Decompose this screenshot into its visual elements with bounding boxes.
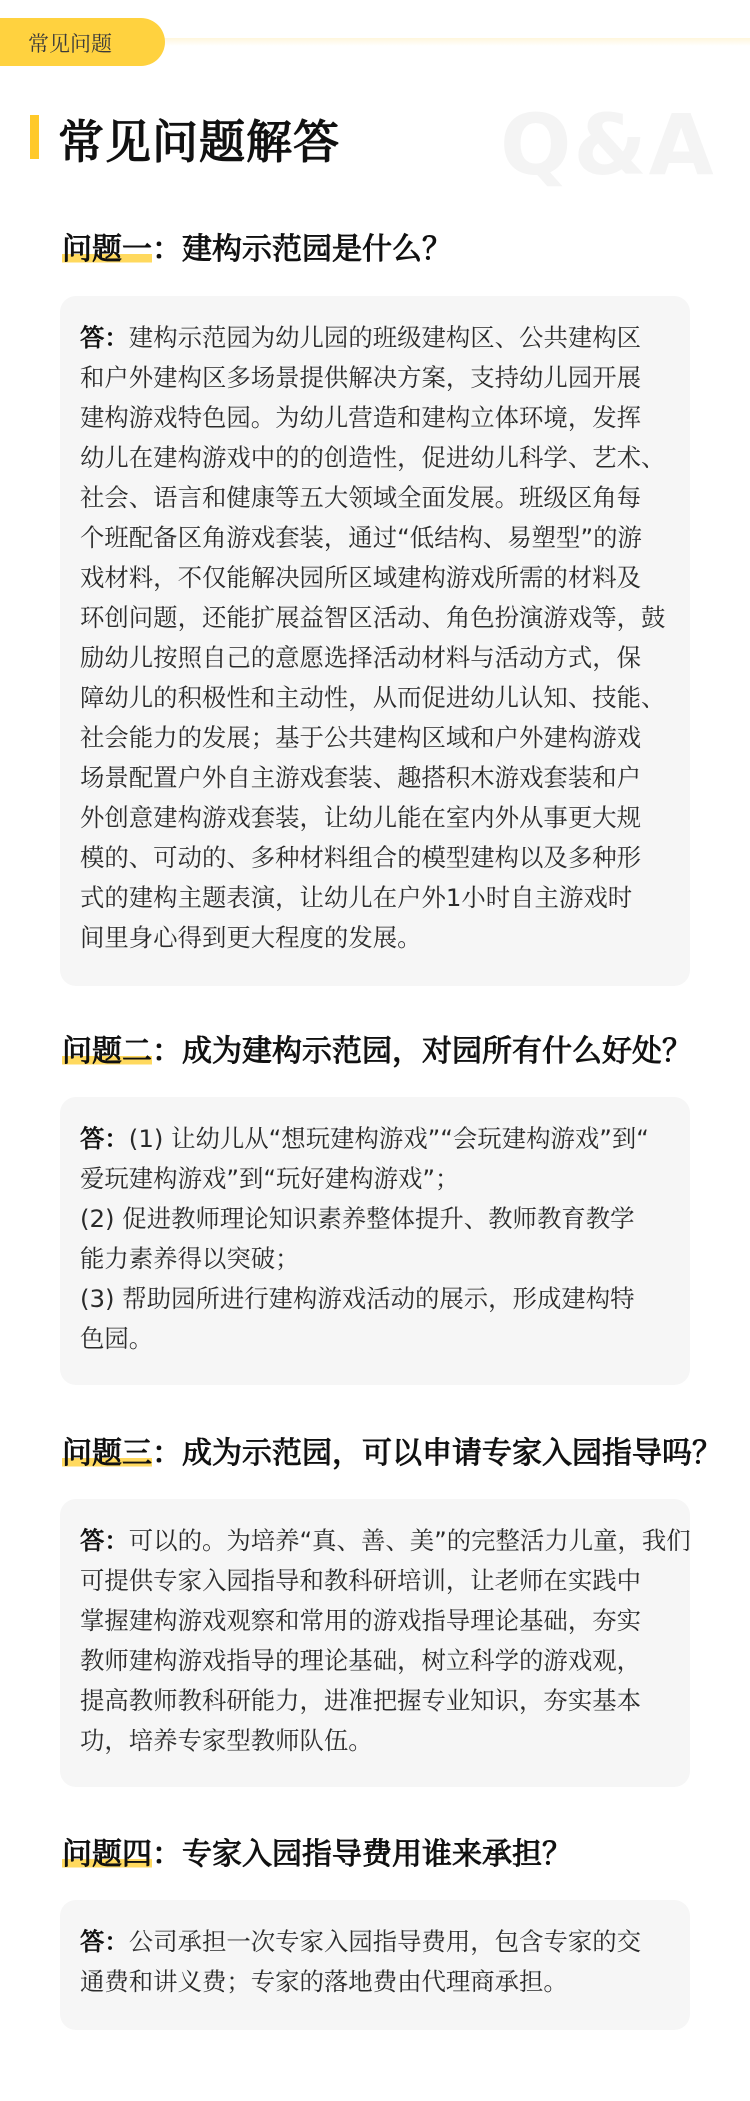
question-2-text: ：成为建构示范园，对园所有什么好处？ — [152, 1034, 692, 1069]
question-1-prefix: 问题一 — [62, 224, 152, 268]
answer-line: (3) 帮助园所进行建构游戏活动的展示，形成建构特 — [80, 1284, 635, 1313]
answer-text: 公司承担一次专家入园指导费用，包含专家的交 — [128, 1927, 642, 1956]
answer-2 — [80, 1119, 670, 1359]
answer-text: 可以的。为培养“真、善、美”的完整活力儿童，我们 — [128, 1526, 691, 1555]
answer-text: (1) 让幼儿从“想玩建构游戏”“会玩建构游戏”到“ — [128, 1124, 649, 1153]
question-1-title — [62, 224, 452, 268]
question-3-text: ：成为示范园，可以申请专家入园指导吗？ — [152, 1436, 722, 1471]
answer-line: 功，培养专家型教师队伍。 — [80, 1726, 373, 1755]
answer-line: 模的、可动的、多种材料组合的模型建构以及多种形 — [80, 843, 641, 872]
answer-line: 社会能力的发展；基于公共建构区域和户外建构游戏 — [80, 723, 641, 752]
answer-line — [80, 1119, 670, 1159]
answer-line: 环创问题，还能扩展益智区活动、角色扮演游戏等，鼓 — [80, 603, 666, 632]
question-1-text: ：建构示范园是什么？ — [152, 232, 452, 267]
question-4-prefix: 问题四 — [62, 1829, 152, 1873]
answer-line: 色园。 — [80, 1324, 154, 1353]
answer-3 — [80, 1521, 691, 1761]
answer-line: 幼儿在建构游戏中的的创造性，促进幼儿科学、艺术、 — [80, 443, 666, 472]
answer-text: 建构示范园为幼儿园的班级建构区、公共建构区 — [128, 323, 642, 352]
answer-label: 答： — [80, 1124, 129, 1153]
question-4-text: ：专家入园指导费用谁来承担？ — [152, 1837, 572, 1872]
answer-line: 和户外建构区多场景提供解决方案，支持幼儿园开展 — [80, 363, 641, 392]
answer-line — [80, 1922, 670, 1962]
question-3-title — [62, 1428, 722, 1472]
page-title: 常见问题解答 — [58, 115, 340, 169]
question-3-prefix: 问题三 — [62, 1428, 152, 1472]
question-2-prefix: 问题二 — [62, 1026, 152, 1070]
answer-line — [80, 1521, 691, 1561]
answer-line — [80, 318, 670, 358]
answer-line: 提高教师教科研能力，进准把握专业知识，夯实基本 — [80, 1686, 641, 1715]
answer-label: 答： — [80, 1526, 129, 1555]
answer-line: 通费和讲义费；专家的落地费由代理商承担。 — [80, 1967, 568, 1996]
answer-line: 个班配备区角游戏套装，通过“低结构、易塑型”的游 — [80, 523, 642, 552]
answer-line: 社会、语言和健康等五大领域全面发展。班级区角每 — [80, 483, 641, 512]
faq-tab[interactable] — [0, 18, 165, 66]
answer-line: 式的建构主题表演，让幼儿在户外1小时自主游戏时 — [80, 883, 633, 912]
answer-line: (2) 促进教师理论知识素养整体提升、教师教育教学 — [80, 1204, 635, 1233]
answer-label: 答： — [80, 1927, 129, 1956]
title-accent-bar — [30, 115, 39, 159]
answer-line: 掌握建构游戏观察和常用的游戏指导理论基础，夯实 — [80, 1606, 641, 1635]
answer-line: 教师建构游戏指导的理论基础，树立科学的游戏观， — [80, 1646, 641, 1675]
answer-4 — [80, 1922, 670, 2002]
answer-line: 场景配置户外自主游戏套装、趣搭积木游戏套装和户 — [80, 763, 641, 792]
answer-line: 能力素养得以突破； — [80, 1244, 300, 1273]
answer-line: 间里身心得到更大程度的发展。 — [80, 923, 422, 952]
answer-line: 外创意建构游戏套装，让幼儿能在室内外从事更大规 — [80, 803, 641, 832]
answer-line: 爱玩建构游戏”到“玩好建构游戏”； — [80, 1164, 460, 1193]
qa-watermark: Q&A — [500, 96, 716, 194]
answer-1 — [80, 318, 670, 958]
answer-line: 戏材料，不仅能解决园所区域建构游戏所需的材料及 — [80, 563, 641, 592]
answer-label: 答： — [80, 323, 129, 352]
faq-tab-label: 常见问题 — [28, 32, 112, 56]
answer-line: 励幼儿按照自己的意愿选择活动材料与活动方式，保 — [80, 643, 641, 672]
answer-line: 障幼儿的积极性和主动性，从而促进幼儿认知、技能、 — [80, 683, 666, 712]
answer-line: 建构游戏特色园。为幼儿营造和建构立体环境，发挥 — [80, 403, 641, 432]
question-4-title — [62, 1829, 572, 1873]
answer-line: 可提供专家入园指导和教科研培训，让老师在实践中 — [80, 1566, 641, 1595]
question-2-title — [62, 1026, 692, 1070]
